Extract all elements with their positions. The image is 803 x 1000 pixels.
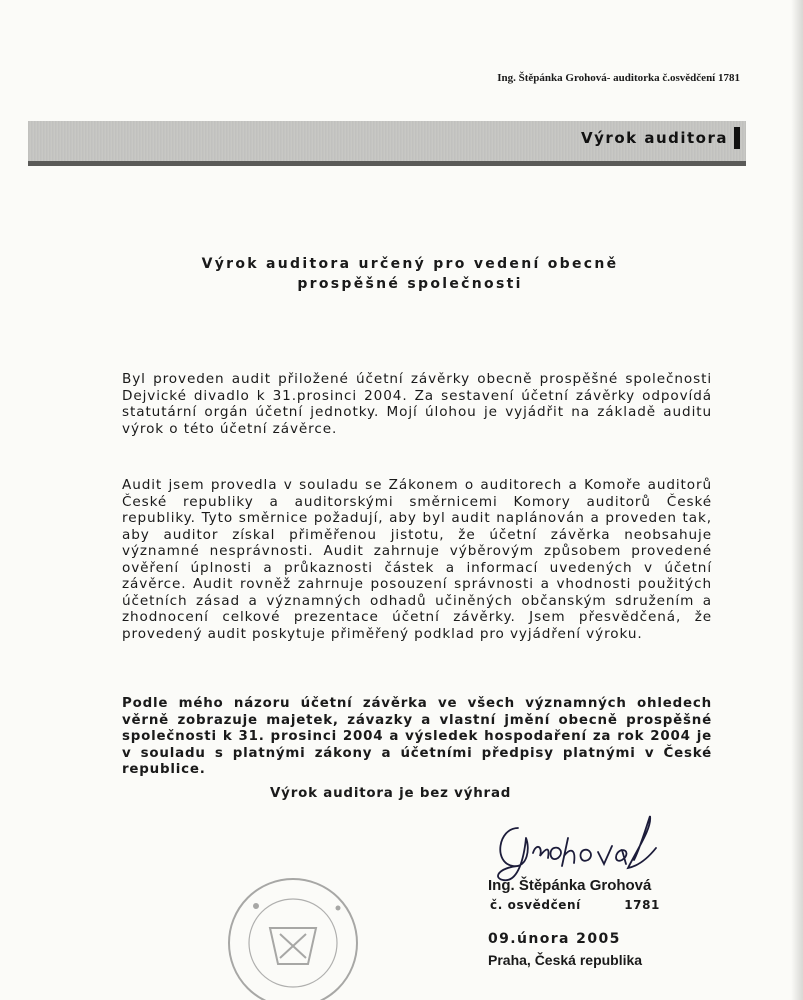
document-title-line-1: Výrok auditora určený pro vedení obecně: [201, 256, 619, 272]
certificate-row: [490, 898, 660, 912]
header-auditor-line: Ing. Štěpánka Grohová- auditorka č.osvědčení 1781: [497, 72, 740, 84]
paragraph-opinion: Podle mého názoru účetní závěrka ve všech významných ohledech věrně zobrazuje majetek, závazky a vlastní jmění obecně prospěšné společnosti k 31. prosinci 2004 a výsledek hospodaření za rok 2004 je v souladu s platnými zákony a účetními předpisy platnými v České republice.: [122, 696, 712, 777]
signature-date: 09.února 2005: [488, 931, 621, 947]
handwritten-signature: [488, 808, 658, 888]
certificate-label: č. osvědčení: [490, 898, 581, 912]
banner-label: Výrok auditora: [581, 127, 740, 149]
conclusion-statement: Výrok auditora je bez výhrad: [270, 786, 512, 801]
document-title: [120, 254, 700, 294]
signature-place: Praha, Česká republika: [488, 952, 643, 968]
certificate-number: 1781: [624, 898, 660, 912]
auditor-stamp: [218, 868, 368, 1000]
paragraph-audit-method: Audit jsem provedla v souladu se Zákonem o auditorech a Komoře auditorů České republiky a auditorskými směrnicemi Komory auditorů České republiky. Tyto směrnice požadují, aby byl audit naplánován a proveden tak, aby auditor získal přiměřenou jistotu, že účetní závěrka neobsahuje významné nesprávnosti. Audit zahrnuje výběrovým způsobem provedené ověření úplnosti a průkaznosti částek a informací uvedených v účetní závěrce. Audit rovněž zahrnuje posouzení správnosti a vhodnosti použitých účetních zásad a významných odhadů učiněných občanským sdružením a zhodnocení celkové prezentace účetní závěrky. Jsem přesvědčená, že provedený audit poskytuje přiměřený podklad pro vyjádření výroku.: [122, 477, 712, 642]
paragraph-audit-scope: Byl proveden audit přiložené účetní závěrky obecně prospěšné společnosti Dejvické divadlo k 31.prosinci 2004. Za sestavení účetní závěrky odpovídá statutární orgán účetní jednotky. Mojí úlohou je vyjádřit na základě auditu výrok o této účetní závěrce.: [122, 371, 712, 437]
document-title-line-2: prospěšné společnosti: [297, 276, 523, 292]
page-edge-shadow: [791, 0, 803, 1000]
auditor-name: Ing. Štěpánka Grohová: [488, 877, 652, 894]
section-banner: [28, 121, 746, 166]
